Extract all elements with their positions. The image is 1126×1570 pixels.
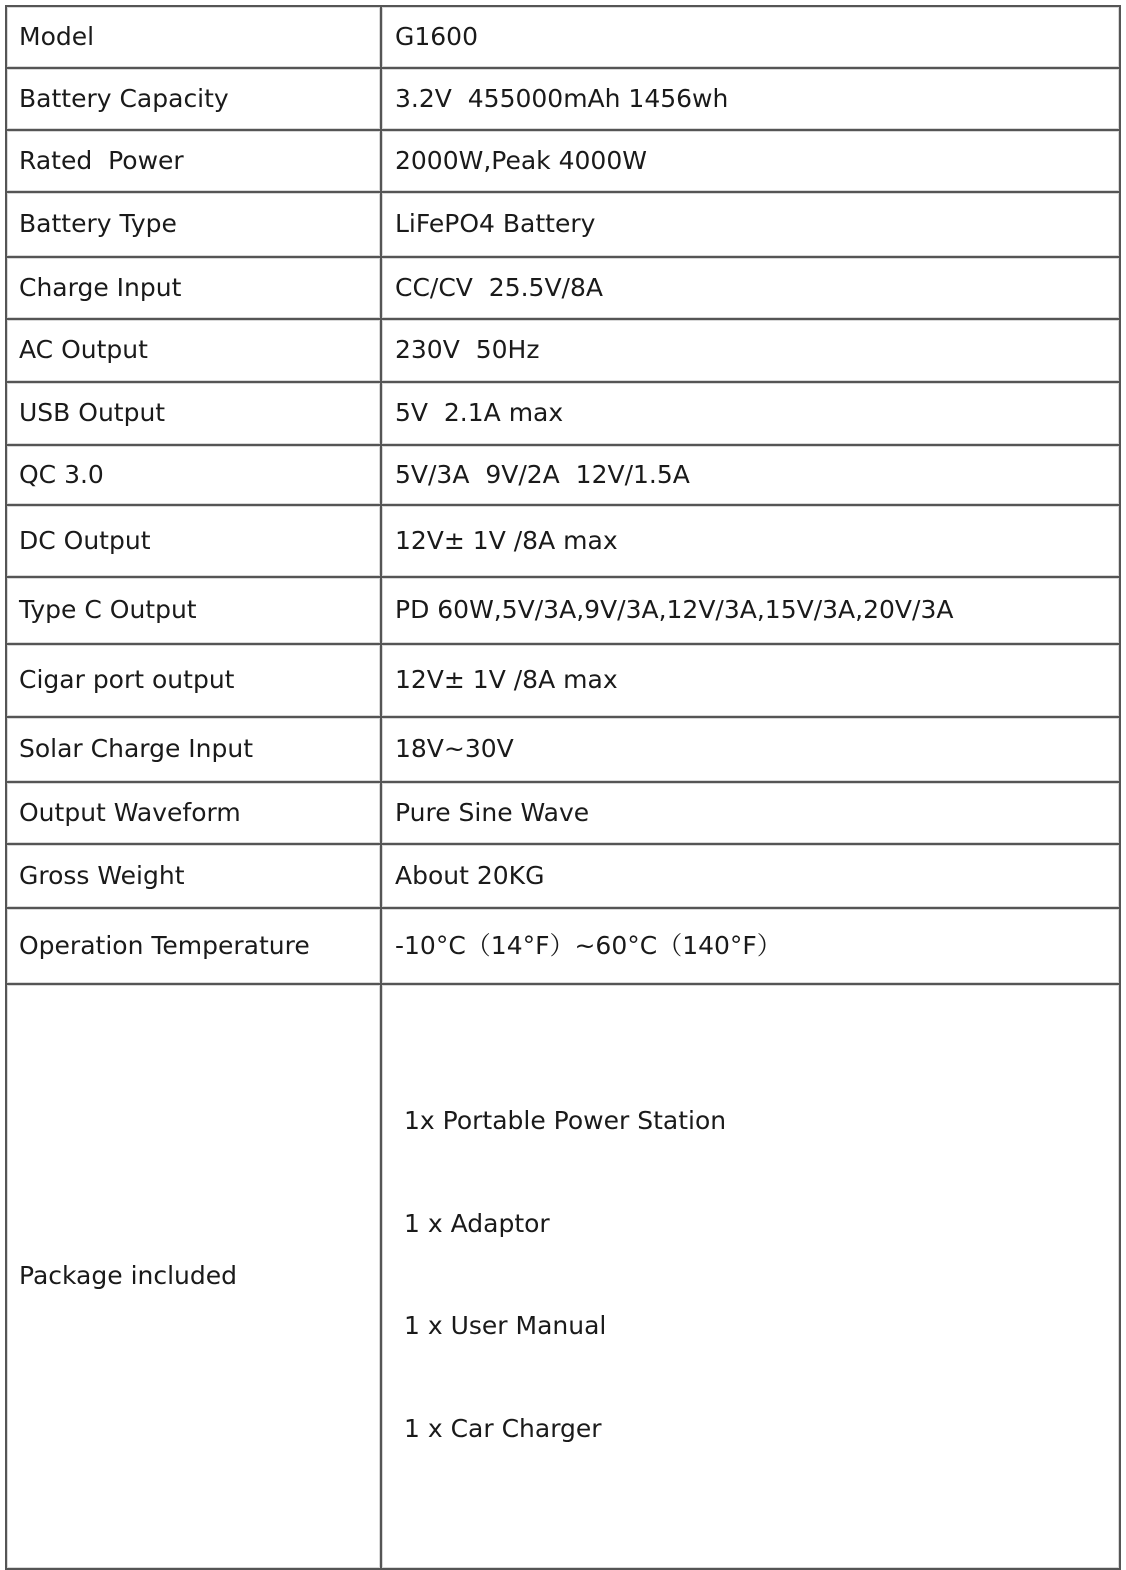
table-row-solar-charge-input — [6, 717, 1120, 782]
table-row-usb-output — [6, 382, 1120, 445]
list-item: 1 x Adaptor — [404, 1208, 550, 1238]
row-value: 12V± 1V /8A max — [381, 505, 1120, 577]
row-label: Type C Output — [6, 577, 381, 644]
row-label: Rated Power — [6, 130, 381, 192]
row-value: 5V 2.1A max — [381, 382, 1120, 445]
row-label: Operation Temperature — [6, 908, 381, 984]
table-row-ac-output — [6, 319, 1120, 382]
row-value: LiFePO4 Battery — [381, 192, 1120, 257]
package-list — [395, 1043, 1119, 1511]
table-row-operation-temperature — [6, 908, 1120, 984]
row-label: QC 3.0 — [6, 445, 381, 505]
row-label: Model — [6, 6, 381, 68]
row-value: 2000W,Peak 4000W — [381, 130, 1120, 192]
table-row-rated-power — [6, 130, 1120, 192]
table-row-battery-type — [6, 192, 1120, 257]
row-value: PD 60W,5V/3A,9V/3A,12V/3A,15V/3A,20V/3A — [381, 577, 1120, 644]
table-row-output-waveform — [6, 782, 1120, 844]
table-row-package-included — [6, 984, 1120, 1569]
table-row-gross-weight — [6, 844, 1120, 908]
row-label: Output Waveform — [6, 782, 381, 844]
row-label: Cigar port output — [6, 644, 381, 717]
row-label: Battery Type — [6, 192, 381, 257]
table-row-battery-capacity — [6, 68, 1120, 130]
row-value: 12V± 1V /8A max — [381, 644, 1120, 717]
row-value: CC/CV 25.5V/8A — [381, 257, 1120, 319]
row-label: Solar Charge Input — [6, 717, 381, 782]
row-value: Pure Sine Wave — [381, 782, 1120, 844]
row-label: Battery Capacity — [6, 68, 381, 130]
table-row-dc-output — [6, 505, 1120, 577]
table-row-cigar-port-output — [6, 644, 1120, 717]
row-value: 18V~30V — [381, 717, 1120, 782]
row-value: 5V/3A 9V/2A 12V/1.5A — [381, 445, 1120, 505]
table-row-charge-input — [6, 257, 1120, 319]
row-value: About 20KG — [381, 844, 1120, 908]
row-label: Charge Input — [6, 257, 381, 319]
row-label: AC Output — [6, 319, 381, 382]
row-value: G1600 — [381, 6, 1120, 68]
row-value — [381, 984, 1120, 1569]
list-item: 1 x Car Charger — [404, 1413, 602, 1443]
row-value: 230V 50Hz — [381, 319, 1120, 382]
row-label: Gross Weight — [6, 844, 381, 908]
row-value: -10°C（14°F）~60°C（140°F） — [381, 908, 1120, 984]
row-value: 3.2V 455000mAh 1456wh — [381, 68, 1120, 130]
list-item: 1 x User Manual — [404, 1311, 607, 1340]
row-label: Package included — [6, 984, 381, 1569]
table-row-qc — [6, 445, 1120, 505]
table-row-model — [6, 6, 1120, 68]
spec-table — [5, 5, 1121, 1570]
table-row-type-c-output — [6, 577, 1120, 644]
list-item: 1x Portable Power Station — [404, 1106, 727, 1135]
row-label: DC Output — [6, 505, 381, 577]
row-label: USB Output — [6, 382, 381, 445]
